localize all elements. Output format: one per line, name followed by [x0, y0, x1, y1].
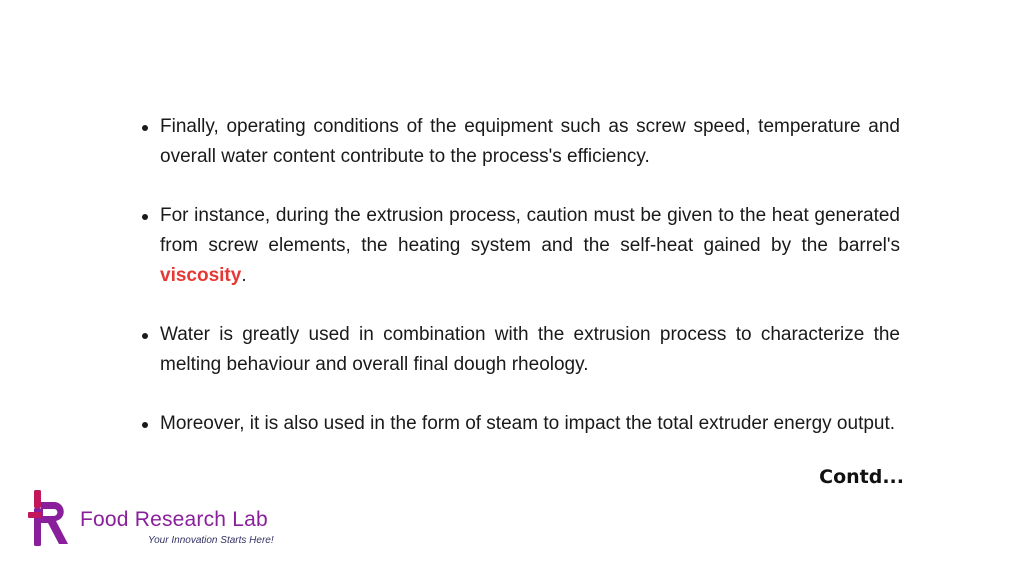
bullet-text: Finally, operating conditions of the equipment such as screw speed, temperature and overall water content contribute to the process's efficiency. [160, 116, 900, 167]
brand-logo [28, 488, 288, 550]
bullet-text-end: . [241, 265, 247, 286]
bullet-dot-icon [142, 214, 148, 220]
bullet-text: Moreover, it is also used in the form of steam to impact the total extruder energy output. [160, 413, 896, 434]
continued-label: Contd... [819, 466, 904, 488]
bullet-dot-icon [142, 125, 148, 131]
bullet-text: Water is greatly used in combination with the extrusion process to characterize the melting behaviour and overall final dough rheology. [160, 324, 900, 375]
bullet-dot-icon [142, 333, 148, 339]
food-research-lab-logo-icon [28, 488, 72, 548]
highlighted-term: viscosity [160, 265, 242, 286]
bullet-item [140, 320, 900, 380]
brand-tagline: Your Innovation Starts Here! [148, 535, 274, 546]
bullet-item [140, 201, 900, 291]
brand-name: Food Research Lab [80, 508, 268, 531]
bullet-list [140, 112, 900, 468]
bullet-dot-icon [142, 422, 148, 428]
bullet-item [140, 409, 900, 439]
bullet-text: For instance, during the extrusion process, caution must be given to the heat generated from screw elements, the heating system and the self-heat gained by the barrel's [160, 205, 900, 256]
bullet-item [140, 112, 900, 172]
